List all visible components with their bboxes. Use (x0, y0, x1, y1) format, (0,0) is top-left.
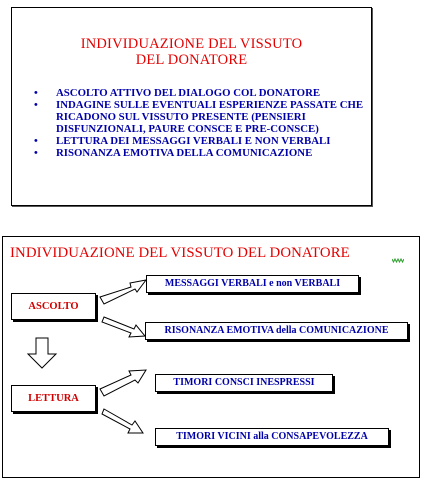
bullet-text: RISONANZA EMOTIVA DELLA COMUNICAZIONE (56, 147, 313, 159)
bullet-text: LETTURA DEI MESSAGGI VERBALI E NON VERBALI (56, 135, 331, 147)
bullet-text: INDAGINE SULLE EVENTUALI ESPERIENZE PASSATE CHE RICADONO SUL VISSUTO PRESENTE (PENSIERI DISFUNZIONALI, PAURE CONSCE E PRE-CONSCE) (56, 99, 364, 135)
slide-1-title-line-2: DEL DONATORE (135, 52, 248, 68)
arrow-right-down-icon (102, 409, 143, 433)
bullet-dot: • (34, 135, 38, 147)
ascolto-box: ASCOLTO (11, 293, 96, 320)
bullet-dot: • (34, 87, 38, 99)
arrow-right-down-icon (102, 317, 145, 337)
slide-2-title: INDIVIDUAZIONE DEL VISSUTO DEL DONATORE (10, 245, 350, 261)
bullet-item (34, 135, 370, 147)
slide-1-title-line-1: INDIVIDUAZIONE DEL VISSUTO (80, 36, 303, 52)
lettura-box: LETTURA (11, 385, 96, 412)
risonanza-emotiva-box: RISONANZA EMOTIVA della COMUNICAZIONE (145, 322, 408, 340)
slide-1 (11, 7, 372, 206)
bullet-text: ASCOLTO ATTIVO DEL DIALOGO COL DONATORE (56, 87, 321, 99)
bullet-item (34, 99, 370, 135)
timori-vicini-box: TIMORI VICINI alla CONSAPEVOLEZZA (155, 428, 389, 446)
bullet-dot: • (34, 147, 38, 159)
slide-1-title (12, 36, 371, 68)
arrow-right-up-icon (100, 280, 146, 304)
bullet-item (34, 87, 370, 99)
messaggi-verbali-box: MESSAGGI VERBALI e non VERBALI (146, 275, 359, 293)
arrow-down-icon (28, 338, 56, 368)
slide-1-bullet-list (34, 87, 370, 159)
bullet-dot: • (34, 99, 38, 111)
slide-2 (2, 236, 420, 478)
timori-consci-box: TIMORI CONSCI INESPRESSI (155, 374, 333, 392)
arrow-right-up-icon (100, 370, 146, 396)
bullet-item (34, 147, 370, 159)
